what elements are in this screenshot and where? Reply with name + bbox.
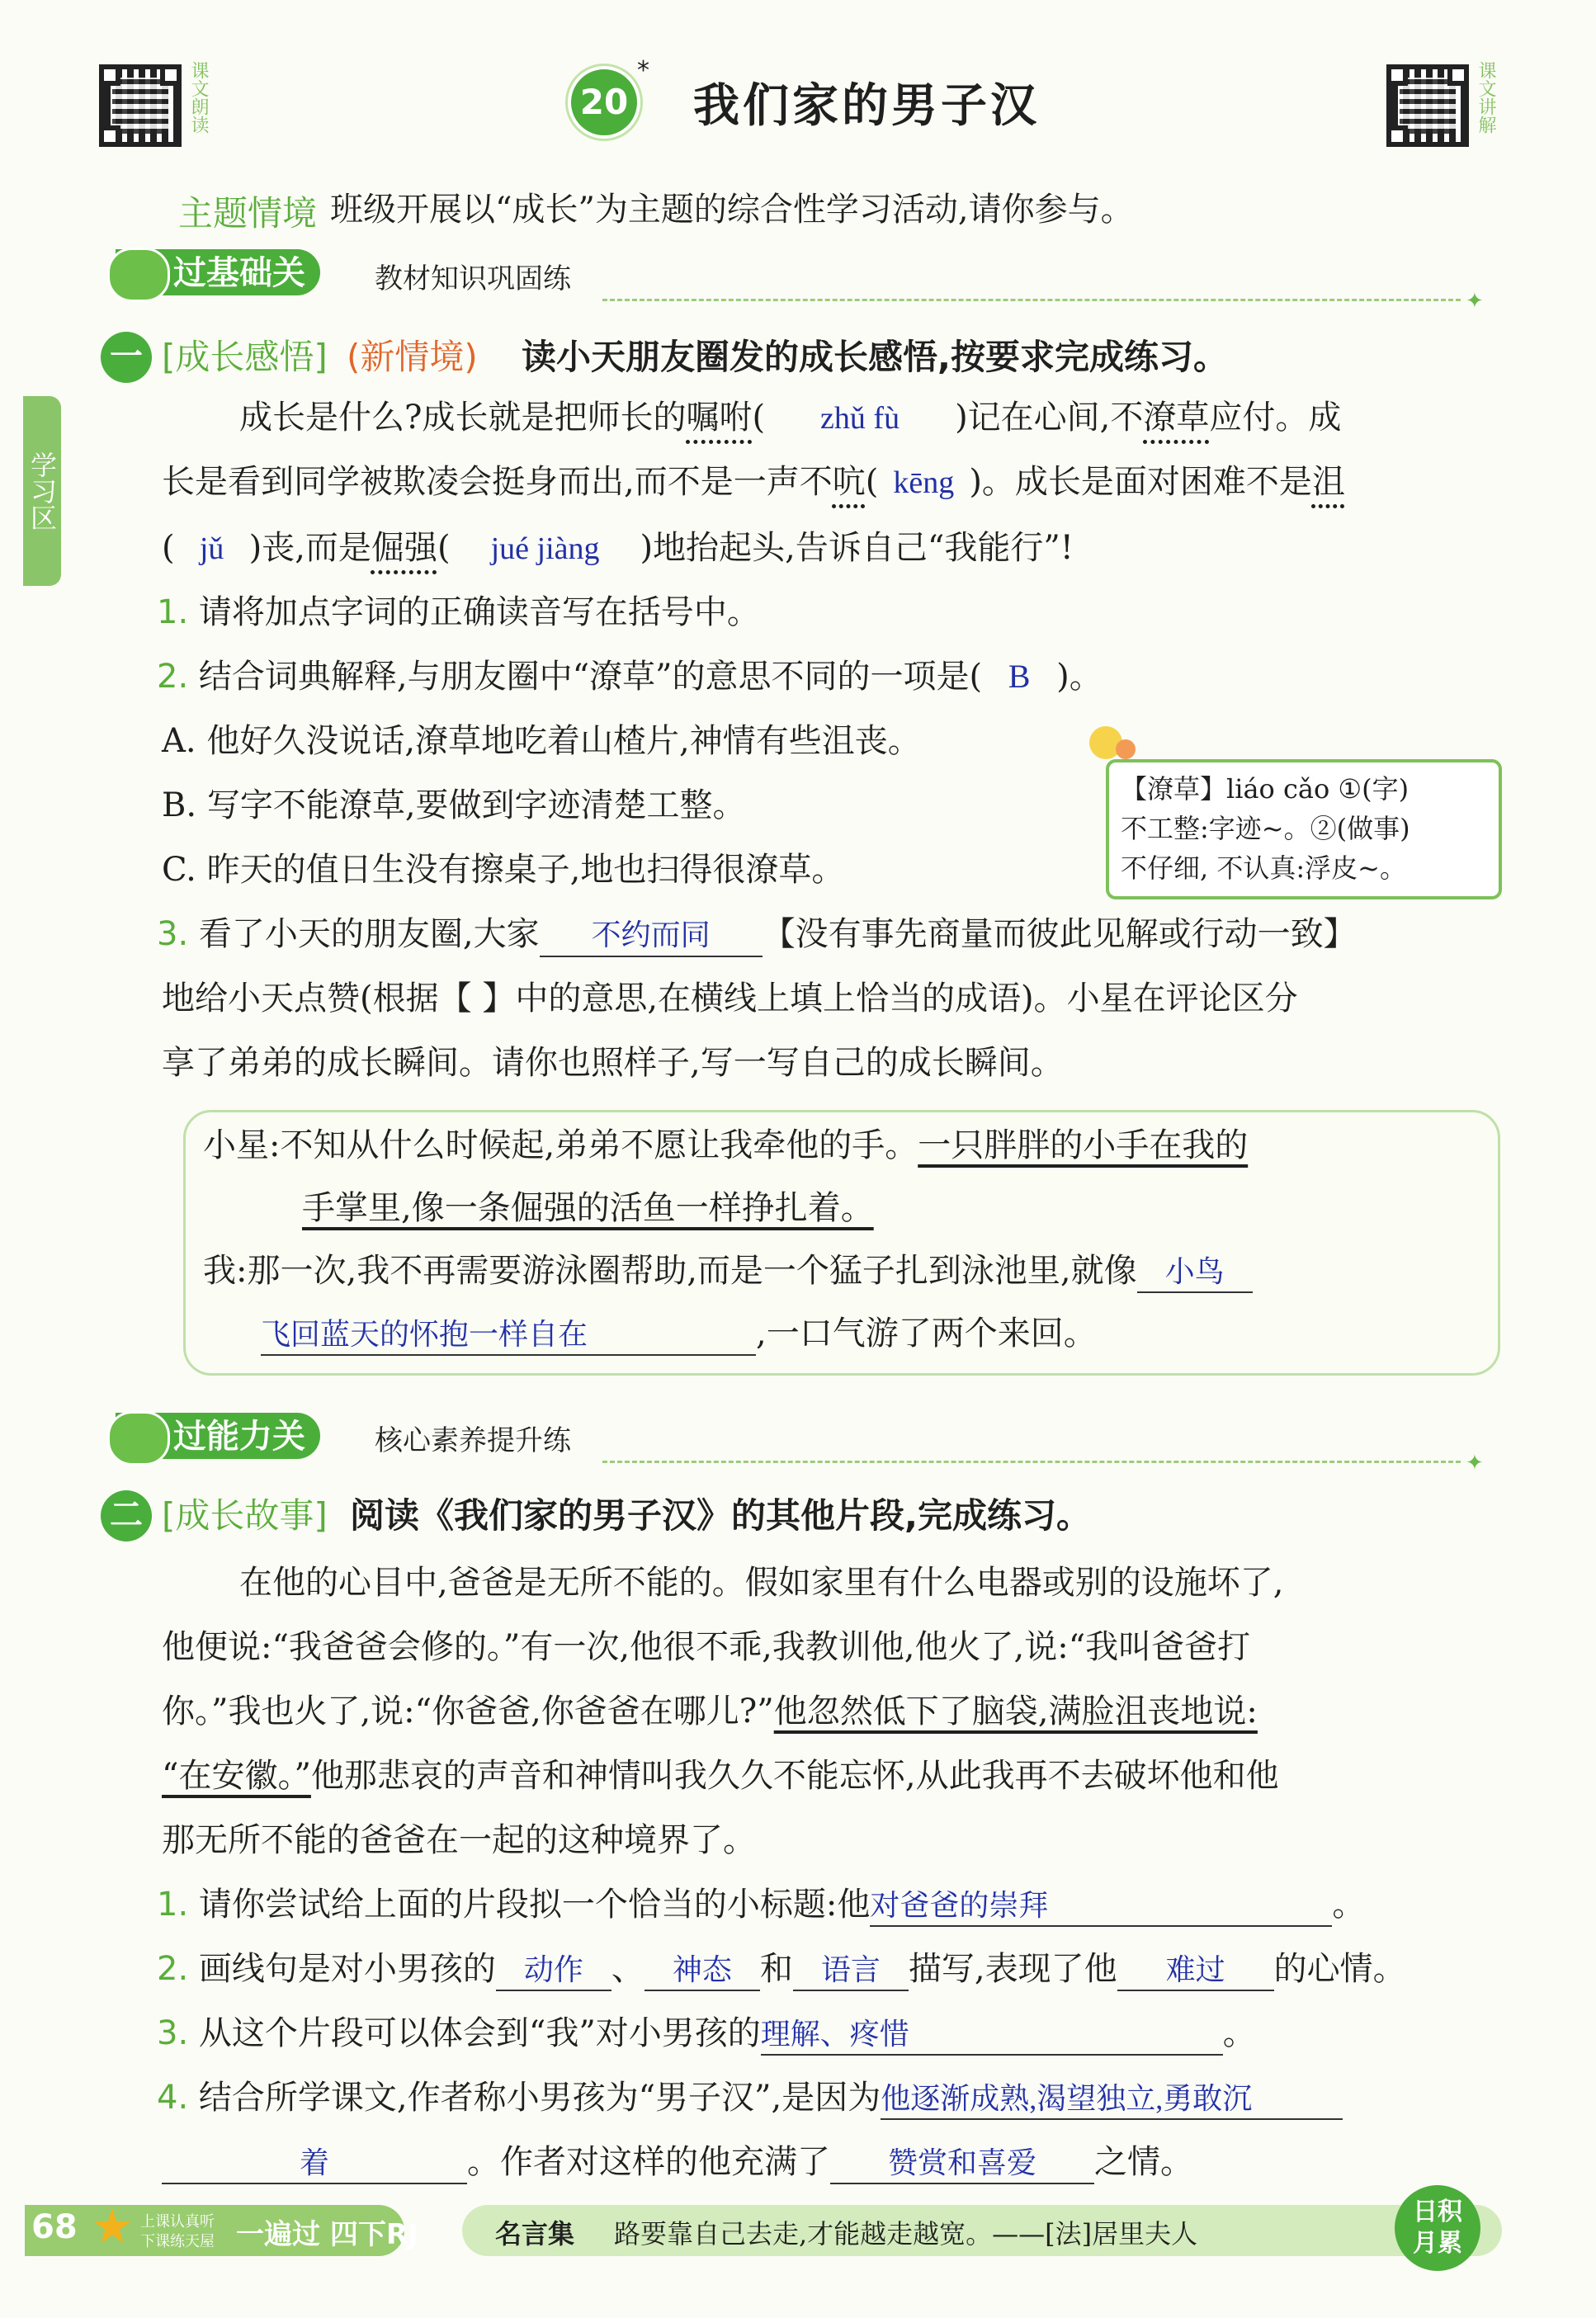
qr-left-tag: 课文朗读 [188,61,209,134]
question-number: 3. [157,2014,189,2052]
example-underlined: 一只胖胖的小手在我的 [918,1126,1249,1164]
q2-4 [157,2066,1343,2129]
question-two-tag: [成长故事] [162,1495,328,1536]
underlined-sentence: “在安徽。” [162,1757,311,1795]
balloon-icon-2 [1116,739,1136,759]
q2-1 [157,1873,1365,1936]
passage2-line1: 在他的心目中,爸爸是无所不能的。假如家里有什么电器或别的设施坏了, [239,1564,1284,1602]
question-text: 的心情。 [1273,1950,1406,1988]
paren: ( [865,463,879,501]
q2-4-line2 [162,2131,1193,2193]
divider-end-icon: ✦ [1466,1451,1484,1475]
dictionary-line: 不工整:字迹~。②(做事) [1121,813,1410,844]
question-text: 看了小天的朋友圈,大家 [198,915,540,953]
passage1-line1 [239,386,1341,450]
daily-badge [1395,2185,1480,2271]
dotted-word: 吭 [832,463,866,501]
q2-2 [157,1938,1406,2000]
passage2-line4 [162,1744,1279,1807]
dictionary-line: 不仔细, 不认真:浮皮~。 [1121,852,1406,884]
dotted-word: 沮 [1311,463,1345,501]
answer-choice: B [1008,658,1031,695]
divider-end-icon: ✦ [1466,289,1484,314]
example-me-line1 [203,1239,1253,1302]
q2-3 [157,2002,1256,2065]
section2-banner-label: 过能力关 [173,1418,305,1456]
section2-subtitle: 核心素养提升练 [375,1424,571,1457]
punct: 。 [1222,2014,1256,2052]
star-mascot-icon: ★ [91,2198,134,2254]
passage-text: )地抬起头,告诉自己“我能行”! [640,529,1074,567]
mascot-icon [107,248,170,302]
theme-text: 班级开展以“成长”为主题的综合性学习活动,请你参与。 [330,191,1134,229]
dotted-word: 倔强 [371,529,437,567]
section2-divider [602,1461,1461,1463]
q1-3-line3: 享了弟弟的成长瞬间。请你也照样子,写一写自己的成长瞬间。 [162,1044,1064,1082]
question-number: 2. [157,658,189,696]
passage-text: 长是看到同学被欺凌会挺身而出,而不是一声不 [162,463,833,501]
answer-blank: 动作 [496,1950,611,1991]
question-number: 2. [157,1950,189,1988]
example-text: 小星:不知从什么时候起,弟弟不愿让我牵他的手。 [203,1126,918,1164]
quote-text: 路要靠自己去走,才能越走越宽。——[法]居里夫人 [614,2218,1198,2250]
paren: ( [752,399,766,437]
example-me-line2 [261,1302,1097,1365]
dictionary-box [1106,759,1502,899]
question-text: 画线句是对小男孩的 [198,1950,496,1988]
qr-code-right[interactable] [1386,64,1469,147]
answer-pinyin: zhǔ fù [820,401,900,436]
example-star-line1 [203,1114,1248,1177]
lesson-number: 20 [579,82,629,122]
dotted-word: 嘱咐 [686,399,753,437]
question-number: 3. [157,915,189,953]
passage-text: )记在心间,不 [955,399,1144,437]
underlined-sentence: 他忽然低下了脑袋,满脸沮丧地说: [773,1692,1258,1730]
question-text: 结合所学课文,作者称小男孩为“男子汉”,是因为 [198,2079,881,2117]
dotted-word: 潦草 [1143,399,1210,437]
qr-right-tag: 课文讲解 [1476,61,1496,134]
q1-3-line2: 地给小天点赞(根据【 】中的意思,在横线上填上恰当的成语)。小星在评论区分 [162,980,1298,1017]
example-text: ,一口气游了两个来回。 [756,1315,1097,1353]
example-star-line2 [302,1177,874,1239]
quote-label: 名言集 [495,2218,575,2250]
passage2-line5: 那无所不能的爸爸在一起的这种境界了。 [162,1821,756,1859]
section1-banner-label: 过基础关 [173,254,305,292]
question-text: 之情。 [1094,2143,1193,2181]
daily-badge-text: 日积月累 [1413,2198,1462,2258]
question-text: 和 [759,1950,793,1988]
answer-blank: 神态 [645,1950,760,1991]
answer-blank: 理解、疼惜 [761,2014,1223,2056]
option-a: A. 他好久没说话,潦草地吃着山楂片,神情有些沮丧。 [162,722,921,760]
punct: 。 [1332,1886,1366,1924]
question-one-title: 读小天朋友圈发的成长感悟,按要求完成练习。 [522,337,1228,377]
study-area-tab: 学习区 [23,396,61,586]
question-text: 结合词典解释,与朋友圈中“潦草”的意思不同的一项是( [198,658,983,696]
q1-2 [157,645,1103,708]
footer [0,2195,1596,2318]
question-one-tag2: (新情境) [347,337,478,377]
footer-slogan-2: 下课练天屋 [140,2233,215,2250]
q1-3 [157,903,1357,965]
answer-pinyin: jué jiàng [490,531,600,566]
question-two-title: 阅读《我们家的男子汉》的其他片段,完成练习。 [350,1495,1091,1536]
question-one-tag: [成长感悟] [162,337,328,377]
passage-text: 他那悲哀的声音和神情叫我久久不能忘怀,从此我再不去破坏他和他 [310,1757,1279,1795]
example-underlined: 手掌里,像一条倔强的活鱼一样挣扎着。 [302,1189,874,1227]
option-b: B. 写字不能潦草,要做到字迹清楚工整。 [162,786,746,824]
question-text: 请你尝试给上面的片段拟一个恰当的小标题:他 [198,1886,871,1924]
brand-label: 一遍过 四下RJ [236,2218,418,2251]
passage-text: )。成长是面对困难不是 [969,463,1312,501]
lesson-badge [568,66,640,139]
question-number: 4. [157,2079,189,2117]
lesson-star: * [637,56,649,85]
passage2-line2: 他便说:“我爸爸会修的。”有一次,他很不乖,我教训他,他火了,说:“我叫爸爸打 [162,1628,1251,1666]
answer-blank: 对爸爸的崇拜 [870,1886,1332,1927]
mascot-icon [107,1411,170,1466]
passage-text: 成长是什么?成长就是把师长的 [239,399,687,437]
punct: 、 [611,1950,645,1988]
answer-blank: 难过 [1117,1950,1274,1991]
qr-code-left[interactable] [99,64,182,147]
passage-text: )丧,而是 [248,529,371,567]
page-number: 68 [31,2208,78,2246]
answer-blank: 飞回蓝天的怀抱一样自在 [261,1315,756,1356]
question-text: 。作者对这样的他充满了 [467,2143,830,2181]
page-title: 我们家的男子汉 [693,79,1040,133]
answer-blank: 语言 [793,1950,909,1991]
passage2-line3 [162,1680,1258,1743]
question-text: 描写,表现了他 [908,1950,1117,1988]
answer-idiom: 不约而同 [540,914,763,957]
q1-1 [157,581,760,644]
paren: ( [162,529,175,567]
question-number: 1. [157,593,189,631]
question-one-number: 一 [101,332,152,383]
answer-pinyin: kēng [893,465,955,500]
passage1-line3 [162,517,1074,580]
answer-blank: 赞赏和喜爱 [830,2143,1094,2184]
answer-blank: 小鸟 [1137,1252,1253,1293]
question-number: 1. [157,1886,189,1924]
example-text: 我:那一次,我不再需要游泳圈帮助,而是一个猛子扎到泳池里,就像 [203,1252,1137,1290]
question-text: 【没有事先商量而彼此见解或行动一致】 [762,915,1357,953]
question-text: 从这个片段可以体会到“我”对小男孩的 [198,2014,761,2052]
passage-text: 你。”我也火了,说:“你爸爸,你爸爸在哪儿?” [162,1692,774,1730]
section1-subtitle: 教材知识巩固练 [375,262,571,295]
section1-divider [602,299,1461,301]
footer-slogan-1: 上课认真听 [140,2213,215,2231]
option-c: C. 昨天的值日生没有擦桌子,地也扫得很潦草。 [162,851,845,889]
dictionary-line: 【潦草】liáo cǎo ①(字) [1121,773,1409,805]
answer-pinyin: jǔ [199,531,224,566]
answer-blank: 着 [162,2143,467,2184]
paren: ( [437,529,451,567]
question-two-number: 二 [101,1490,152,1541]
question-text: 请将加点字词的正确读音写在括号中。 [198,593,760,631]
passage1-line2 [162,451,1345,514]
theme-label: 主题情境 [178,193,318,234]
answer-blank: 他逐渐成熟,渴望独立,勇敢沉 [881,2079,1343,2120]
paren: )。 [1056,658,1103,696]
passage-text: 应付。成 [1209,399,1342,437]
